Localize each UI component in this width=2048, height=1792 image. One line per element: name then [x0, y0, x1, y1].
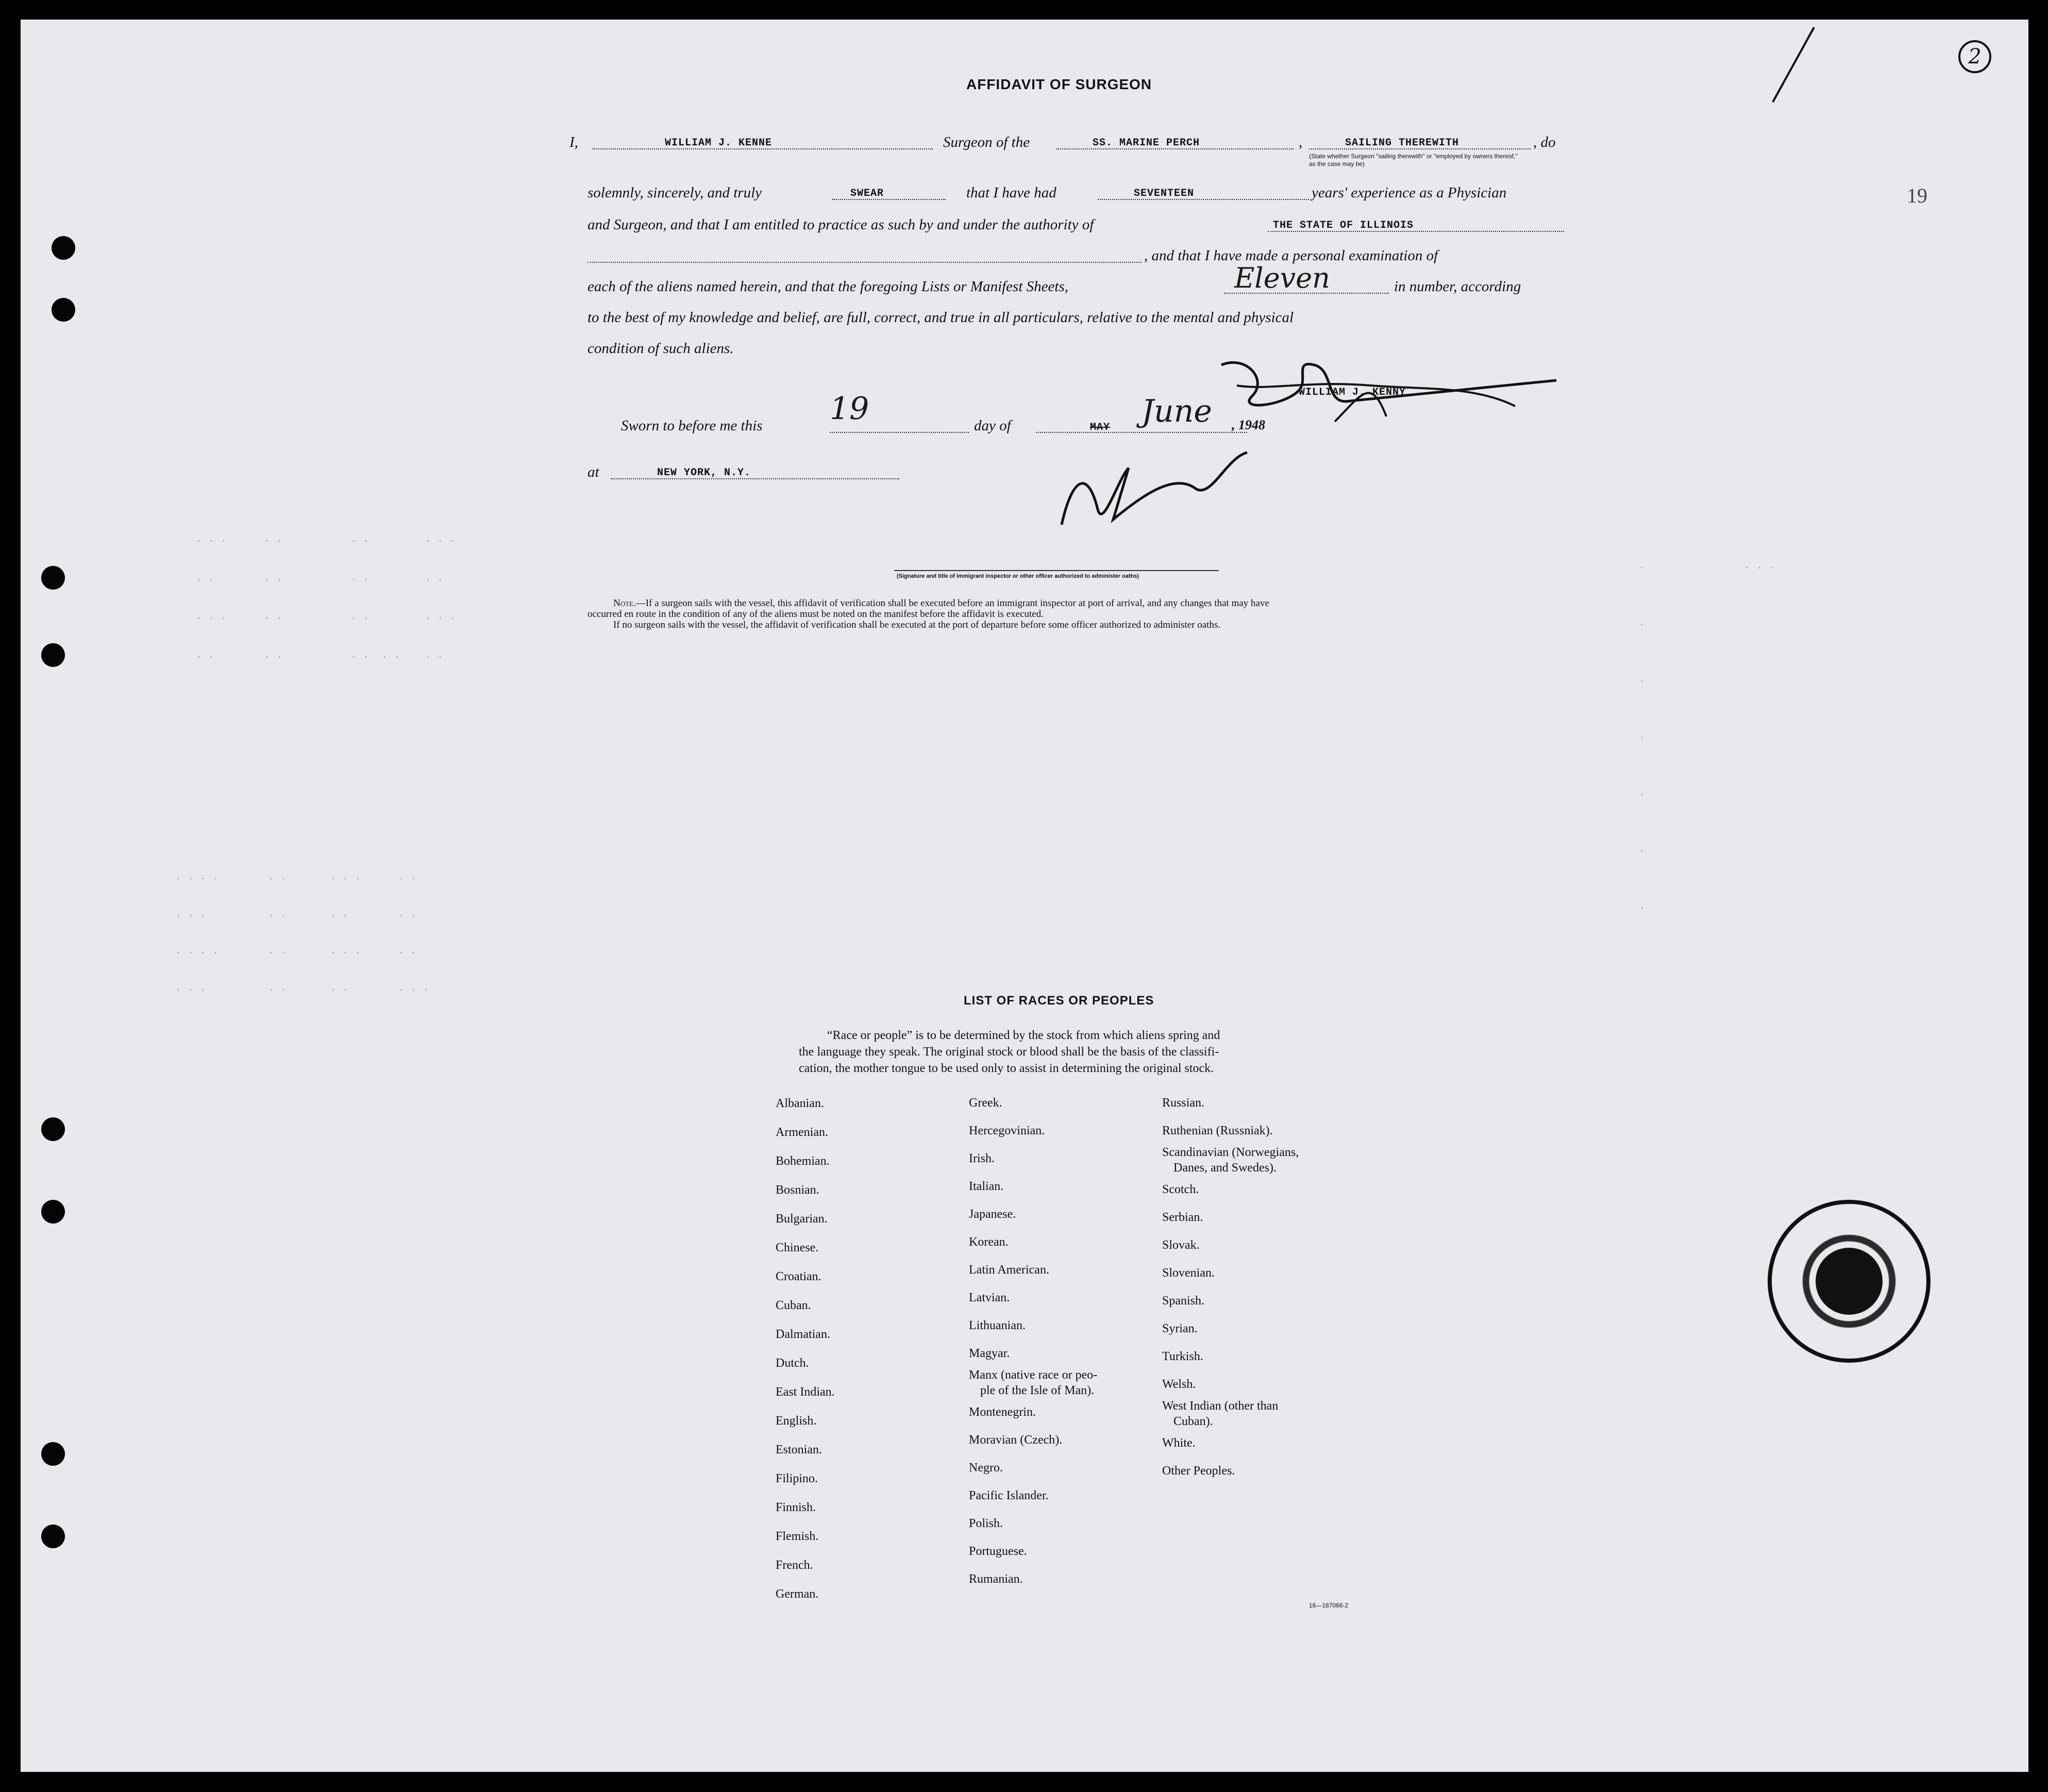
race-item: Ruthenian (Russniak).: [1162, 1124, 1273, 1137]
race-item: Scandinavian (Norwegians,: [1162, 1146, 1299, 1159]
inspection-stamp: [1768, 1200, 1931, 1363]
licensing-authority: THE STATE OF ILLINOIS: [1273, 220, 1414, 231]
sheets-count-handwritten: Eleven: [1234, 262, 1330, 294]
race-item: Cuban.: [776, 1299, 811, 1312]
races-intro: the language they speak. The original stock or blood shall be the basis of the classifi-: [799, 1045, 1219, 1059]
race-item: West Indian (other than: [1162, 1399, 1279, 1413]
text-segment: at: [587, 464, 599, 480]
punch-hole: [52, 298, 75, 322]
years-experience: SEVENTEEN: [1134, 188, 1195, 199]
races-intro: cation, the mother tongue to be used only to assist in determining the original stock.: [799, 1062, 1214, 1075]
oath-type: SWEAR: [850, 188, 884, 199]
races-title: LIST OF RACES OR PEOPLES: [964, 994, 1154, 1008]
note-text: —If a surgeon sails with the vessel, this affidavit of verification shall be executed before an immigrant inspector at port of arrival, and any changes that may have: [635, 598, 1269, 609]
text-segment: solemnly, sincerely, and truly: [587, 185, 762, 201]
text-segment: that I have had: [966, 185, 1056, 201]
race-item: Bosnian.: [776, 1183, 819, 1197]
race-item: Other Peoples.: [1162, 1464, 1235, 1478]
race-item: Pacific Islander.: [969, 1489, 1049, 1502]
fill-line: [830, 432, 969, 433]
race-item: Armenian.: [776, 1126, 828, 1139]
race-item: Russian.: [1162, 1096, 1205, 1110]
race-item: Magyar.: [969, 1347, 1010, 1360]
race-item: Syrian.: [1162, 1322, 1198, 1335]
sworn-month-typed: MAY: [1090, 422, 1111, 433]
race-item: Latin American.: [969, 1263, 1049, 1277]
note-line: If no surgeon sails with the vessel, the affidavit of verification shall be executed at the port of departure before some officer authorized to administer oaths.: [613, 619, 1221, 630]
inspector-sign-line: [894, 570, 1219, 571]
race-item: Flemish.: [776, 1530, 819, 1543]
page-corner-circle: [1958, 40, 1991, 73]
sworn-place: NEW YORK, N.Y.: [657, 467, 751, 479]
text-segment: I,: [569, 134, 578, 150]
punch-hole: [41, 1442, 65, 1466]
race-item: East Indian.: [776, 1385, 835, 1399]
race-item: Chinese.: [776, 1241, 819, 1254]
fill-line: [587, 262, 1141, 263]
race-item: Filipino.: [776, 1472, 818, 1485]
race-item: Latvian.: [969, 1291, 1010, 1304]
pen-stroke: [1762, 25, 1824, 107]
race-item: Serbian.: [1162, 1211, 1203, 1224]
punch-hole: [41, 566, 65, 590]
inspector-signature: [1041, 447, 1257, 540]
race-item: Lithuanian.: [969, 1319, 1026, 1332]
sworn-day: 19: [830, 391, 869, 427]
race-item: Slovenian.: [1162, 1266, 1215, 1280]
race-item: Turkish.: [1162, 1350, 1203, 1363]
inspector-caption: (Signature and title of immigrant inspector or other officer authorized to administer oaths): [897, 573, 1139, 579]
fill-line: [832, 199, 946, 200]
race-item: Montenegrin.: [969, 1405, 1036, 1419]
race-item: Japanese.: [969, 1208, 1016, 1221]
race-item: Manx (native race or peo-: [969, 1368, 1098, 1382]
text-segment: Surgeon of the: [943, 134, 1030, 150]
text-segment: , and that I have made a personal examination of: [1144, 247, 1438, 264]
race-item: Rumanian.: [969, 1572, 1023, 1586]
sailing-hint: (State whether Surgeon "sailing therewith" or "employed by owners thereof," as the case may be): [1309, 153, 1518, 168]
race-item: Dalmatian.: [776, 1328, 830, 1341]
race-item: Scotch.: [1162, 1183, 1199, 1196]
race-item: White.: [1162, 1436, 1196, 1450]
race-item: English.: [776, 1414, 817, 1428]
races-column-1: [776, 1089, 835, 1609]
race-item: Slovak.: [1162, 1238, 1200, 1252]
race-item: Greek.: [969, 1096, 1002, 1110]
races-column-3: [1162, 1089, 1299, 1485]
race-item: Estonian.: [776, 1443, 822, 1456]
sworn-label: Sworn to before me this: [621, 417, 763, 434]
race-item: Danes, and Swedes).: [1173, 1161, 1277, 1175]
race-item: Bulgarian.: [776, 1212, 828, 1226]
fill-line: [1098, 199, 1309, 200]
race-item: German.: [776, 1587, 819, 1601]
note-label: Note.: [613, 598, 636, 609]
race-item: Hercegovinian.: [969, 1124, 1045, 1137]
punch-hole: [41, 1525, 65, 1548]
text-segment: years' experience as a Physician: [1312, 185, 1507, 201]
race-item: Albanian.: [776, 1097, 824, 1110]
race-item: ple of the Isle of Man).: [980, 1384, 1095, 1397]
text-segment: condition of such aliens.: [587, 340, 734, 357]
race-item: Irish.: [969, 1152, 995, 1165]
bleed-through-marks: · · · · · · · · · · · · · · · · · · · · · · · · · · · · · · · · · · · · · ·: [196, 535, 456, 663]
stamp-center: [1816, 1248, 1883, 1315]
race-item: Spanish.: [1162, 1294, 1205, 1308]
race-item: Polish.: [969, 1517, 1003, 1530]
punch-hole: [41, 1117, 65, 1141]
race-item: Korean.: [969, 1235, 1009, 1249]
race-item: Finnish.: [776, 1501, 816, 1514]
form-number: 16—187066-2: [1309, 1602, 1349, 1609]
affidavit-title: AFFIDAVIT OF SURGEON: [966, 76, 1152, 92]
races-column-2: [969, 1089, 1097, 1593]
text-segment: and Surgeon, and that I am entitled to practice as such by and under the authority of: [587, 216, 1094, 233]
surgeon-typed-name: WILLIAM J. KENNY: [1299, 387, 1406, 398]
race-item: Portuguese.: [969, 1545, 1027, 1558]
text-segment: each of the aliens named herein, and that the foregoing Lists or Manifest Sheets,: [587, 278, 1068, 295]
document-sheet: [21, 20, 2028, 1772]
corner-mark: 2: [1968, 45, 1982, 69]
text-segment: ,: [1299, 134, 1303, 150]
fill-line: [611, 478, 899, 479]
race-item: Bohemian.: [776, 1154, 830, 1168]
race-item: Moravian (Czech).: [969, 1433, 1063, 1447]
bleed-through-marks: · · · · · · · · · · · · · · · · · · · · · · · · · · · · · · · · · · · · · · · · ·: [175, 873, 429, 996]
text-segment: , do: [1533, 134, 1556, 150]
note-line: occurred en route in the condition of any of the aliens must be noted on the manifest before the affidavit is executed.: [587, 609, 1044, 619]
race-item: French.: [776, 1559, 813, 1572]
page-number: 19: [1907, 184, 1927, 207]
punch-hole: [52, 236, 75, 260]
bleed-through-marks: · · · · · · · · · ·: [1639, 562, 1775, 914]
vessel-name: SS. MARINE PERCH: [1093, 137, 1200, 149]
race-item: Italian.: [969, 1180, 1004, 1193]
sailing-status: SAILING THEREWITH: [1345, 137, 1459, 149]
text-segment: to the best of my knowledge and belief, are full, correct, and true in all particulars, relative to the mental and physical: [587, 309, 1294, 326]
sworn-year: , 1948: [1232, 417, 1265, 432]
surgeon-name: WILLIAM J. KENNE: [665, 137, 773, 149]
race-item: Dutch.: [776, 1356, 809, 1370]
race-item: Negro.: [969, 1461, 1003, 1475]
races-intro: “Race or people” is to be determined by the stock from which aliens spring and: [827, 1029, 1220, 1042]
race-item: Croatian.: [776, 1270, 821, 1283]
text-segment: day of: [974, 417, 1011, 434]
punch-hole: [41, 643, 65, 667]
sworn-month-handwritten: June: [1141, 393, 1212, 429]
race-item: Welsh.: [1162, 1378, 1196, 1391]
text-segment: in number, according: [1394, 278, 1521, 295]
note-line: [613, 598, 1269, 609]
punch-hole: [41, 1200, 65, 1224]
fill-line: [1036, 432, 1247, 433]
race-item: Cuban).: [1173, 1415, 1213, 1428]
